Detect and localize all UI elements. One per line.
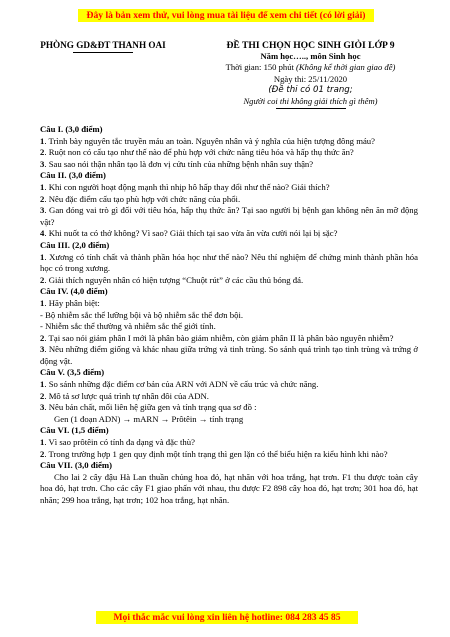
question: 3. Nêu bản chất, mối liên hệ giữa gen và tính trạng qua sơ đồ : — [40, 402, 257, 413]
question: 1. Khi con người hoạt động mạnh thì nhịp hô hấp thay đổi như thế nào? Giải thích? — [40, 181, 330, 192]
exam-date: Ngày thi: 25/11/2020 — [273, 73, 348, 84]
question: 2. Trong trường hợp 1 gen quy định một tính trạng thì gen lặn có thể biểu hiện ra kiểu hình khi nào? — [40, 448, 388, 459]
question: 2. Mô tả sơ lược quá trình tự nhân đôi của ADN. — [40, 390, 209, 401]
question: 1. So sánh những đặc điểm cơ bản của ARN với ADN về cấu trúc và chức năng. — [40, 379, 319, 390]
department-block — [28, 40, 178, 53]
exam-time — [193, 62, 428, 73]
exam-year-subject: Năm học….., môn Sinh học — [260, 51, 361, 62]
question: 2. Nêu đặc điểm cấu tạo phù hợp với chức năng của phổi. — [40, 193, 241, 204]
exam-time-main: Thời gian: 150 phút — [225, 62, 297, 73]
bullet-item: - Bộ nhiễm sắc thể lưỡng bội và bộ nhiễm sắc thể đơn bội. — [40, 309, 244, 320]
exam-header — [28, 40, 428, 120]
question: 2. Tại sao nói giảm phân I mới là phân bào giảm nhiễm, còn giảm phân II là phân bào nguyên nhiễm? — [40, 332, 394, 343]
invigilator-note: Người coi thi không giải thích gì thêm) — [243, 96, 378, 107]
department-name: PHÒNG GD&ĐT THANH OAI — [40, 40, 166, 50]
exam-time-note: (Không kể thời gian giao đề) — [296, 62, 396, 73]
exam-title-block — [193, 40, 428, 109]
exam-title: ĐỀ THI CHỌN HỌC SINH GIỎI LỚP 9 — [226, 40, 395, 51]
exam-pages: (Đề thi có 01 trang; — [268, 84, 353, 95]
department-underline — [73, 52, 133, 53]
section-title: Câu VI. (1,5 điểm) — [40, 425, 109, 436]
question: 1. Trình bày nguyên tắc truyền máu an toàn. Nguyên nhân và ý nghĩa của hiện tượng đông máu? — [40, 135, 376, 146]
question: 3. Nêu những điểm giống và khác nhau giữa trứng và tinh trùng. So sánh quá trình tạo tinh trùng và trứng ở động vật. — [40, 344, 418, 366]
section-title: Câu II. (3,0 điểm) — [40, 170, 106, 181]
preview-banner: Đây là bản xem thử, vui lòng mua tài liệu để xem chi tiết (có lời giải) — [78, 9, 374, 22]
section-title: Câu IV. (4,0 điểm) — [40, 286, 108, 297]
bullet-item: - Nhiễm sắc thể thường và nhiễm sắc thể giới tính. — [40, 321, 216, 332]
gene-trait-diagram: Gen (1 đoạn ADN) → mARN → Prôtêin → tính trạng — [54, 413, 244, 424]
question: 1. Hãy phân biệt: — [40, 297, 100, 308]
question: 3. Gan đóng vai trò gì đối với tiêu hóa, hấp thụ thức ăn? Tại sao người bị bệnh gan không nên ăn mỡ động vật? — [40, 205, 418, 227]
question: 1. Xương có tính chất và thành phần hóa học như thế nào? Nêu thí nghiệm để chứng minh thành phần hóa học có trong xương. — [40, 251, 418, 274]
exam-questions — [40, 124, 418, 507]
question: 2. Ruột non có cấu tạo như thế nào để phù hợp với chức năng tiêu hóa và hấp thụ thức ăn? — [40, 147, 354, 158]
question: 2. Giải thích nguyên nhân có hiện tượng “Chuột rút” ở các cầu thủ bóng đá. — [40, 274, 304, 285]
header-underline — [276, 108, 346, 109]
question: 1. Vì sao prôtêin có tính đa dạng và đặc thù? — [40, 437, 195, 448]
section-title: Câu I. (3,0 điểm) — [40, 124, 103, 134]
question-paragraph: Cho lai 2 cây đậu Hà Lan thuần chủng hoa đỏ, hạt nhăn với hoa trắng, hạt trơn. F1 thu được toàn cây hoa đỏ, hạt trơn. Cho các cây F1 giao phấn với nhau, thu được F2 898 cây hoa đỏ, hạt trơn; 301 hoa đỏ, hạt nhăn; 299 hoa trắng, hạt trơn; 102 hoa trắng, hạt nhăn. — [40, 471, 418, 505]
section-title: Câu III. (2,0 điểm) — [40, 239, 110, 250]
hotline-banner: Mọi thắc mắc vui lòng xin liên hệ hotline: 084 283 45 85 — [96, 611, 358, 624]
question: 3. Sau sao nói thận nhân tạo là đơn vị cửu tính của những bệnh nhân suy thận? — [40, 158, 314, 169]
question: 4. Khi nuốt ta có thở không? Vì sao? Giải thích tại sao vừa ăn vừa cười nói lại bị sặc? — [40, 228, 338, 239]
section-title: Câu VII. (3,0 điểm) — [40, 460, 112, 471]
section-title: Câu V. (3,5 điểm) — [40, 367, 105, 378]
